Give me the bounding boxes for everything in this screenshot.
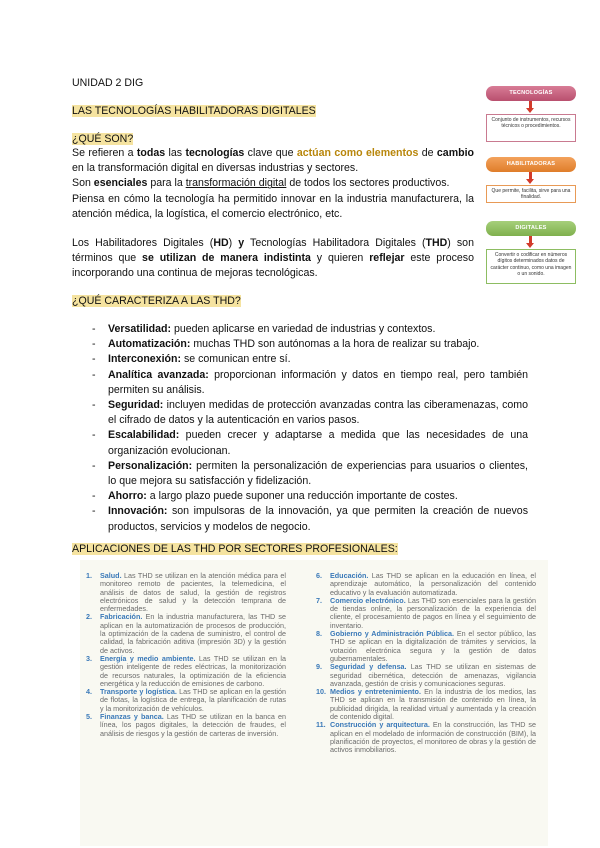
sector-number: 1.: [86, 571, 92, 580]
list-item: [92, 459, 528, 489]
sector-body: [100, 613, 286, 654]
sector-number: 2.: [86, 612, 92, 622]
p1-underline-transformacion: transformación digital: [185, 177, 287, 190]
sector-text: Las THD se utilizan en sistemas de seguridad cibernética, detección de amenazas, vigilancia avanzada, gestión de crisis y comunicaciones seguras.: [330, 662, 536, 688]
feature-text: se comunican entre sí.: [181, 353, 291, 366]
p2-text-1: Los Habilitadores Digitales (: [72, 237, 214, 249]
p1-text-5: en la transformación digital en diversas industrias y sectores.: [72, 162, 359, 175]
arrow-down-icon: [529, 172, 532, 180]
sector-text: En la industria de los medios, las THD se aplican en la transmisión de contenido en línea, la publicidad dirigida, la realidad virtual y aumentada y la creación de contenido digital.: [330, 687, 536, 722]
sector-text: Las THD se utilizan en la atención médica para el monitoreo remoto de pacientes, la telemedicina, el análisis de datos de salud, la gestión de registros electrónicos de salud y la detección temprana de enfermedades.: [100, 571, 286, 614]
feature-text: pueden crecer y adaptarse a medida que las necesidades de una organización evolucionan.: [108, 429, 528, 457]
caracteriza-heading: [72, 294, 241, 309]
p1-bold-cambio: cambio: [436, 147, 474, 159]
thd-concept-diagram: [486, 86, 576, 286]
paragraph-hd-thd: [72, 236, 474, 282]
sector-name: Educación.: [330, 571, 369, 580]
feature-term: Seguridad:: [108, 399, 164, 412]
feature-term: Ahorro:: [108, 490, 147, 503]
sector-text: Las THD se aplican en la educación en línea, el aprendizaje automático, la personalización del contenido educativo y la evaluación automatizada.: [330, 571, 536, 597]
que-son-heading-text: ¿QUÉ SON?: [72, 133, 134, 145]
list-item: [86, 572, 286, 613]
sector-text: En el sector público, las THD se aplican en la digitalización de trámites y servicios, la votación electrónica segura y la gestión de datos gubernamentales.: [330, 629, 536, 663]
unit-title: UNIDAD 2 DIG: [72, 77, 144, 89]
sector-name: Salud.: [100, 571, 122, 580]
list-item: [92, 504, 528, 534]
feature-term: Escalabilidad:: [108, 429, 180, 442]
diagram-label-tecnologias: TECNOLOGÍAS: [486, 86, 576, 101]
feature-text: incluyen medidas de protección avanzadas contra las ciberamenazas, como el cifrado de datos y la autenticación en varios pasos.: [108, 399, 528, 427]
p1-text-1: Se refieren a: [72, 147, 137, 159]
feature-term: Versatilidad:: [108, 323, 171, 335]
caracteriza-heading-text: ¿QUÉ CARACTERIZA A LAS THD?: [72, 295, 241, 307]
p2-bold-hd: HD: [213, 237, 229, 249]
sector-number: 3.: [86, 653, 92, 663]
p1-bold-tecnologias: tecnologías: [185, 147, 245, 159]
list-item: [92, 368, 528, 398]
aplicaciones-heading: [72, 542, 398, 557]
list-item: [92, 398, 528, 428]
aplicaciones-heading-text: APLICACIONES DE LAS THD POR SECTORES PROFESIONALES:: [72, 543, 398, 555]
sector-number: 7.: [316, 595, 322, 605]
list-item: [92, 352, 528, 367]
list-item: [92, 337, 528, 352]
diagram-box-habilitadoras: Que permite, facilita, sirve para una finalidad.: [486, 185, 576, 203]
sector-body: [100, 688, 286, 713]
diagram-box-tecnologias: Conjunto de instrumentos, recursos técnicos o procedimientos.: [486, 114, 576, 142]
sector-body: [330, 572, 536, 597]
feature-text: muchas THD son autónomas a la hora de realizar su trabajo.: [190, 338, 480, 351]
p1-text-4: de: [418, 147, 437, 159]
feature-term: Automatización:: [108, 338, 191, 351]
p1-highlight-actuan: actúan como elementos: [296, 147, 419, 159]
list-item: [92, 322, 528, 337]
p1-bold-todas: todas: [136, 147, 166, 159]
sector-number: 6.: [316, 571, 322, 580]
p1-text-7: para la: [147, 177, 186, 190]
p1-bold-esenciales: esenciales: [93, 177, 148, 190]
sector-number: 8.: [316, 629, 322, 639]
diagram-label-habilitadoras: HABILITADORAS: [486, 157, 576, 172]
sector-name: Seguridad y defensa.: [330, 662, 407, 672]
features-list: [92, 322, 528, 535]
p2-text-6: este proceso incorporando una continua de mejoras tecnológicas.: [72, 252, 474, 280]
sector-text: Las THD se utilizan en la gestión inteligente de redes eléctricas, la monitorización de recursos naturales, la optimización de la eficiencia energética y la reducción de emisiones de carbono.: [100, 653, 287, 688]
sector-number: 9.: [316, 662, 322, 672]
list-item: [86, 655, 286, 688]
sector-body: [330, 721, 536, 754]
sector-name: Gobierno y Administración Pública.: [330, 629, 454, 639]
diagram-box-digitales: Convertir o codificar en números dígitos determinados datos de carácter continuo, como una imagen o un sonido.: [486, 249, 576, 284]
list-item: [316, 663, 536, 688]
section-title-text: LAS TECNOLOGÍAS HABILITADORAS DIGITALES: [72, 105, 316, 117]
list-item: [92, 489, 528, 504]
feature-term: Interconexión:: [108, 353, 181, 366]
sector-text: Las THD se utilizan en la banca en línea, los pagos digitales, la detección de fraudes, el análisis de riesgos y la gestión de carteras de inversión.: [100, 712, 286, 738]
p1-text-6: Son: [72, 177, 94, 190]
list-item: [86, 688, 286, 713]
sector-number: 10.: [316, 687, 326, 697]
sector-body: [100, 572, 286, 613]
sector-text: En la industria manufacturera, las THD se aplican en la automatización de procesos de producción, la optimización de la cadena de suministro, el control de calidad, la fabricación aditiva (impresión 3D) y la gestión de activos.: [100, 612, 286, 655]
p1-text-9: Piensa en cómo la tecnología ha permitido innovar en la industria manufacturera, la atención médica, la logística, el comercio electrónico, etc.: [72, 192, 474, 220]
feature-term: Personalización:: [108, 459, 193, 472]
sector-body: [330, 688, 536, 721]
sectors-figure: [80, 560, 548, 846]
p2-text-2: ): [228, 237, 239, 249]
sector-number: 4.: [86, 687, 92, 697]
arrow-down-icon: [529, 101, 532, 109]
feature-text: permiten la personalización de experiencias para usuarios o clientes, lo que mejora su satisfacción y fidelización.: [108, 459, 528, 488]
sector-body: [330, 597, 536, 630]
sectors-column-right: [316, 572, 536, 755]
sector-name: Energía y medio ambiente.: [100, 653, 196, 663]
sector-text: Las THD se aplican en la gestión de flotas, la logística de entrega, la planificación de rutas y la monitorización de vehículos.: [100, 687, 287, 713]
feature-term: Analítica avanzada:: [108, 368, 209, 381]
diagram-label-digitales: DIGITALES: [486, 221, 576, 236]
sector-text: Las THD son esenciales para la gestión de tiendas online, la personalización de la experiencia del cliente, el procesamiento de pagos en línea y el seguimiento de inventario.: [330, 595, 536, 630]
list-item: [316, 630, 536, 663]
sector-text: En la construcción, las THD se aplican en el modelado de información de construcción (BIM), la planificación de proyectos, el monitoreo de obras y la gestión de activos inmobiliarios.: [330, 720, 536, 755]
sector-body: [330, 630, 536, 663]
feature-text: son impulsoras de la innovación, ya que permiten la creación de nuevos productos, servicios y modelos de negocio.: [108, 505, 528, 533]
p2-bold-indistinta: se utilizan de manera indistinta: [142, 252, 311, 265]
que-son-heading: [72, 132, 133, 147]
feature-text: pueden aplicarse en variedad de industrias y contextos.: [171, 323, 436, 335]
p1-text-2: las: [165, 147, 186, 159]
sector-number: 11.: [316, 720, 326, 730]
sectors-column-left: [86, 572, 286, 738]
arrow-down-icon: [529, 236, 532, 244]
feature-text: proporcionan información y datos en tiempo real, pero también permiten su análisis.: [108, 368, 528, 396]
p2-text-4: ) son términos que: [72, 237, 474, 265]
sector-name: Fabricación.: [100, 612, 143, 622]
list-item: [92, 428, 528, 458]
list-item: [86, 613, 286, 654]
sector-body: [100, 713, 286, 738]
p2-bold-y: y: [238, 237, 245, 249]
list-item: [86, 713, 286, 738]
sector-name: Finanzas y banca.: [100, 712, 164, 722]
list-item: [316, 572, 536, 597]
p2-text-5: y quieren: [310, 252, 370, 265]
feature-term: Innovación:: [108, 505, 168, 518]
sector-name: Medios y entretenimiento.: [330, 687, 421, 697]
p2-bold-thd: THD: [425, 237, 448, 249]
sector-number: 5.: [86, 712, 92, 722]
feature-text: a largo plazo puede suponer una reducción importante de costes.: [146, 490, 458, 503]
sector-name: Comercio electrónico.: [330, 595, 406, 605]
list-item: [316, 721, 536, 754]
list-item: [316, 597, 536, 630]
sector-body: [330, 663, 536, 688]
p2-text-3: Tecnologías Habilitadora Digitales (: [244, 237, 426, 249]
p1-text-3: clave que: [244, 147, 297, 159]
paragraph-definition: [72, 146, 474, 222]
p1-text-8: de todos los sectores productivos.: [286, 177, 450, 190]
sector-name: Transporte y logística.: [100, 687, 177, 697]
section-title: [72, 104, 316, 119]
sector-body: [100, 655, 286, 688]
list-item: [316, 688, 536, 721]
sector-name: Construcción y arquitectura.: [330, 720, 430, 730]
p2-bold-reflejar: reflejar: [369, 252, 405, 265]
